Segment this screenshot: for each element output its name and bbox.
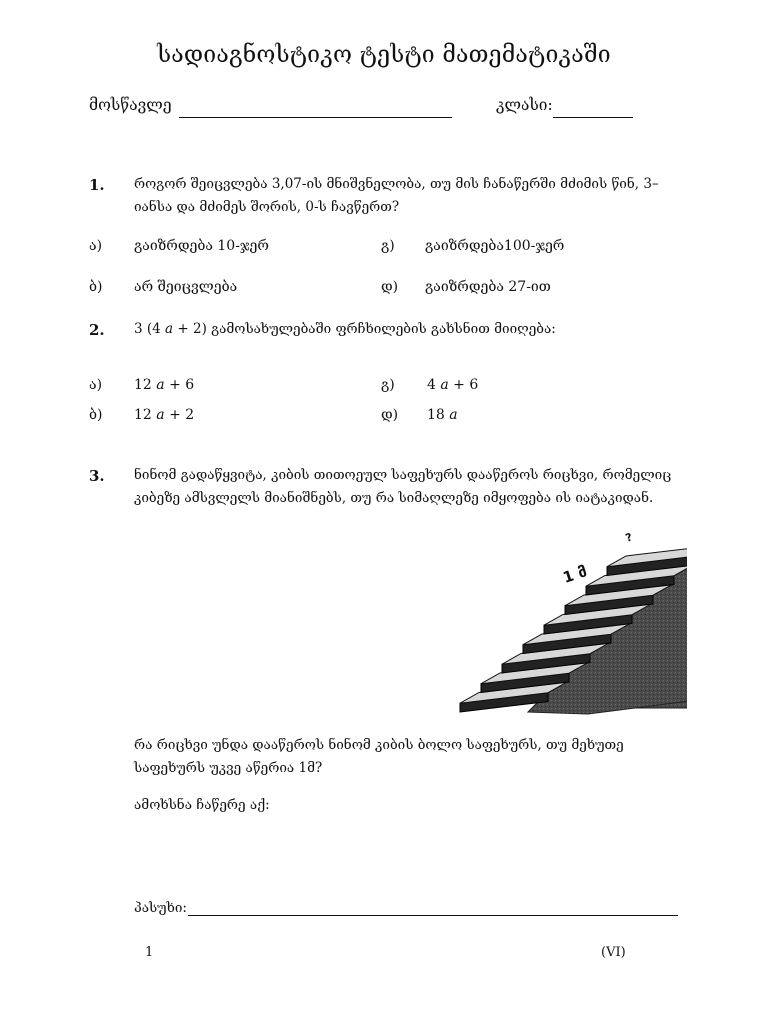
- q3-text: [134, 464, 694, 510]
- q2-option-g-post: + 6: [448, 377, 479, 393]
- q1-option-a[interactable]: გაიზრდება 10-ჯერ: [134, 238, 269, 254]
- answer-line[interactable]: [188, 897, 678, 916]
- q1-option-g[interactable]: გაიზრდება100-ჯერ: [425, 238, 565, 254]
- q2-option-d-var: a: [449, 407, 458, 423]
- q2-option-b-pre: 12: [134, 407, 157, 423]
- stair-label-fifth: 1 მ: [560, 562, 590, 587]
- q2-option-a[interactable]: [134, 377, 194, 393]
- q2-option-d[interactable]: [427, 407, 458, 423]
- q1-option-d[interactable]: გაიზრდება 27-ით: [425, 279, 551, 295]
- q3-number: 3.: [89, 467, 105, 485]
- q3-text-line2: კიბეზე ამსვლელს მიანიშნებს, თუ რა სიმაღლეზე იმყოფება ის იატაკიდან.: [134, 490, 654, 506]
- q2-text: [134, 318, 556, 341]
- q1-option-a-letter: ა): [89, 238, 103, 254]
- q2-option-b-letter: ბ): [89, 407, 103, 423]
- staircase-svg: [455, 520, 687, 720]
- stair-label-top: ?: [623, 530, 635, 545]
- answer-label: პასუხი:: [134, 900, 187, 916]
- q3-sub-line2: საფეხურს უკვე აწერია 1მ?: [134, 760, 323, 776]
- q2-option-a-post: + 6: [164, 377, 195, 393]
- q2-text-pre: 3 (4: [134, 321, 166, 337]
- q2-option-b[interactable]: [134, 407, 194, 423]
- q1-option-b[interactable]: არ შეიცვლება: [134, 279, 238, 295]
- q2-option-a-var: a: [156, 377, 165, 393]
- solution-label: ამოხსნა ჩაწერე აქ:: [134, 797, 270, 813]
- q2-option-g-pre: 4: [427, 377, 441, 393]
- q2-option-g[interactable]: [427, 377, 478, 393]
- q2-text-post: + 2) გამოსახულებაში ფრჩხილების გახსნით მიიღება:: [173, 321, 556, 337]
- q2-option-g-letter: გ): [381, 377, 395, 393]
- q1-option-g-letter: გ): [381, 238, 395, 254]
- staircase-illustration: [455, 520, 687, 720]
- q2-option-b-post: + 2: [164, 407, 195, 423]
- q3-subquestion: [134, 734, 694, 780]
- q1-text-line1: როგორ შეიცვლება 3,07-ის მნიშვნელობა, თუ მის ჩანაწერში მძიმის წინ, 3–: [134, 176, 659, 192]
- q2-option-a-letter: ა): [89, 377, 103, 393]
- q3-sub-line1: რა რიცხვი უნდა დააწეროს ნინომ კიბის ბოლო საფეხურს, თუ მეხუთე: [134, 737, 624, 753]
- q2-option-d-letter: დ): [381, 407, 399, 423]
- q2-option-a-pre: 12: [134, 377, 157, 393]
- q2-number: 2.: [89, 321, 105, 339]
- class-label: კლასი:: [496, 96, 553, 114]
- q2-option-g-var: a: [440, 377, 449, 393]
- q1-option-b-letter: ბ): [89, 279, 103, 295]
- q1-text: [134, 173, 694, 219]
- q2-text-var: a: [165, 321, 174, 337]
- page-number: 1: [145, 945, 154, 960]
- q2-option-d-pre: 18: [427, 407, 450, 423]
- grade-label: (VI): [601, 945, 626, 960]
- student-name-line[interactable]: [179, 99, 452, 118]
- student-label: მოსწავლე: [89, 96, 172, 114]
- q1-text-line2: იანსა და მძიმეს შორის, 0-ს ჩავწერთ?: [134, 199, 400, 215]
- q3-text-line1: ნინომ გადაწყვიტა, კიბის თითოეულ საფეხურს დააწეროს რიცხვი, რომელიც: [134, 467, 672, 483]
- q1-option-d-letter: დ): [381, 279, 399, 295]
- page-title: სადიაგნოსტიკო ტესტი მათემატიკაში: [157, 42, 611, 68]
- q2-option-b-var: a: [156, 407, 165, 423]
- class-line[interactable]: [553, 99, 633, 118]
- q1-number: 1.: [89, 176, 105, 194]
